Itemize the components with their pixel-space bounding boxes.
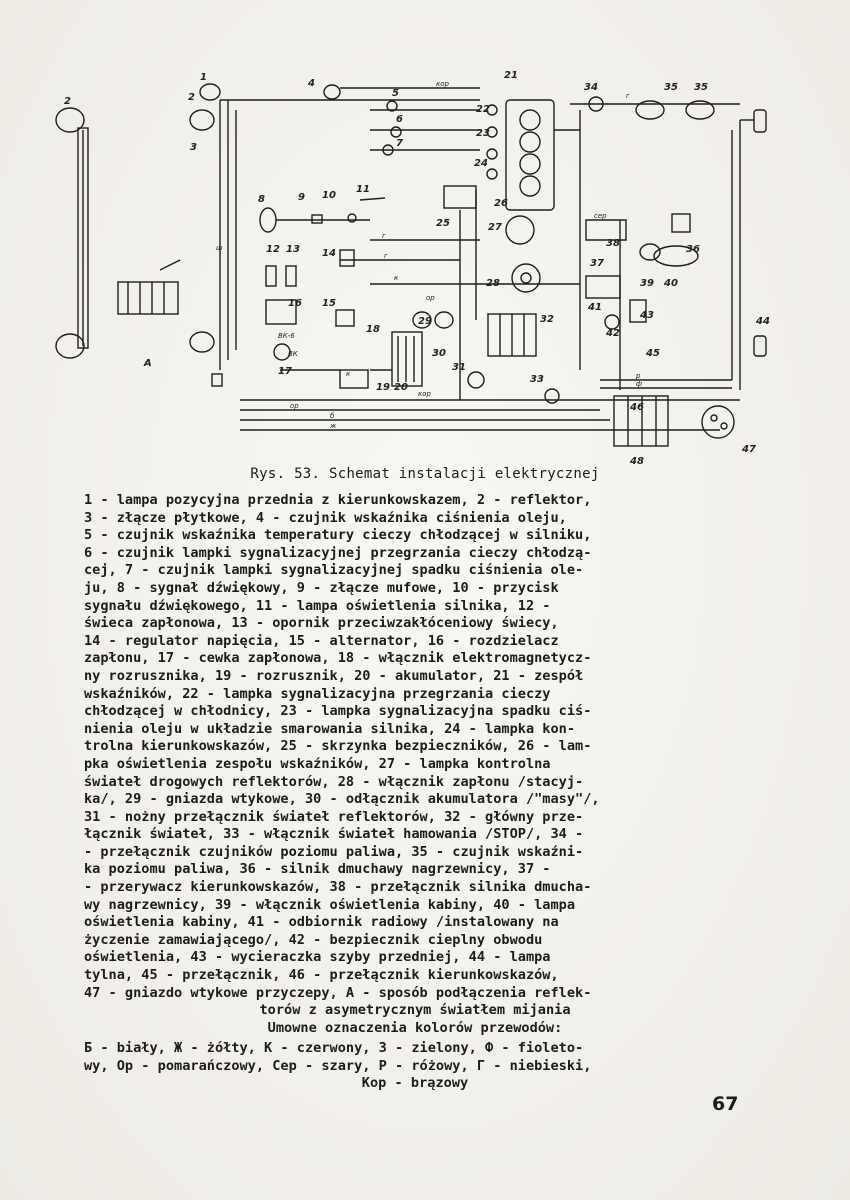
diagram-label-30: 30 — [432, 348, 446, 359]
diagram-label-4: 4 — [308, 78, 315, 89]
wire-mark-zh: ж — [330, 422, 337, 430]
diagram-label-11: 11 — [356, 184, 370, 195]
diagram-label-31: 31 — [452, 362, 466, 373]
diagram-label-22: 22 — [476, 104, 490, 115]
diagram-label-1: 1 — [200, 72, 207, 83]
wire-mark-shr: ш — [216, 244, 223, 252]
diagram-label-36: 36 — [686, 244, 700, 255]
legend-line: - przełącznik czujników poziomu paliwa, 35 - czujnik wskaźni- — [84, 843, 584, 860]
legend-line: życzenie zamawiającego/, 42 - bezpiecznik cieplny obwodu — [84, 931, 543, 948]
legend-line: świeca zapłonowa, 13 - opornik przeciwzakłóceniowy świecy, — [84, 615, 559, 632]
wire-mark-b: б — [330, 412, 335, 420]
diagram-label-25: 25 — [436, 218, 450, 229]
wire-color-legend — [84, 1040, 746, 1093]
legend-line: torów z asymetrycznym światłem mijania — [259, 1002, 571, 1019]
wire-mark-op: ор — [426, 294, 435, 302]
wire-mark-g-2: г — [384, 252, 388, 260]
wiring-diagram — [40, 70, 780, 470]
diagram-label-9: 9 — [298, 192, 305, 203]
legend-line: oświetlenia kabiny, 41 - odbiornik radiowy /instalowany na — [84, 914, 559, 931]
diagram-label-44: 44 — [756, 316, 770, 327]
wire-mark-k-2: к — [346, 370, 351, 378]
legend-line: 3 - złącze płytkowe, 4 - czujnik wskaźnika ciśnienia oleju, — [84, 509, 567, 526]
legend-line: 14 - regulator napięcia, 15 - alternator, 16 - rozdzielacz — [84, 632, 559, 649]
wire-mark-f: ф — [636, 380, 642, 388]
legend-line: ju, 8 - sygnał dźwiękowy, 9 - złącze mufowe, 10 - przycisk — [84, 579, 559, 596]
wire-mark-kop-2: кор — [418, 390, 431, 398]
legend-line: nienia oleju w układzie smarowania silnika, 24 - lampka kon- — [84, 720, 576, 737]
diagram-mark-bk6: ВК-6 — [278, 332, 295, 340]
legend-line: trolna kierunkowskazów, 25 - skrzynka bezpieczników, 26 - lam- — [84, 738, 592, 755]
legend-line: oświetlenia, 43 - wycieraczka szyby przedniej, 44 - lampa — [84, 949, 551, 966]
legend-line: 31 - nożny przełącznik świateł reflektorów, 32 - główny prze- — [84, 808, 584, 825]
diagram-label-40: 40 — [664, 278, 678, 289]
diagram-label-32: 32 — [540, 314, 554, 325]
diagram-label-41: 41 — [588, 302, 602, 313]
diagram-label-15: 15 — [322, 298, 336, 309]
diagram-label-7: 7 — [396, 138, 403, 149]
legend-line: ka poziomu paliwa, 36 - silnik dmuchawy nagrzewnicy, 37 - — [84, 861, 551, 878]
diagram-label-20: 20 — [394, 382, 408, 393]
diagram-mark-bk: ВК — [288, 350, 298, 358]
diagram-label-A: A — [144, 358, 152, 369]
diagram-label-16: 16 — [288, 298, 302, 309]
diagram-label-2b: 2 — [188, 92, 195, 103]
legend-line: wskaźników, 22 - lampka sygnalizacyjna przegrzania cieczy — [84, 685, 551, 702]
diagram-label-33: 33 — [530, 374, 544, 385]
figure-legend — [84, 492, 746, 1037]
legend-line: cej, 7 - czujnik lampki sygnalizacyjnej spadku ciśnienia ole- — [84, 562, 584, 579]
diagram-label-19: 19 — [376, 382, 390, 393]
diagram-label-26: 26 — [494, 198, 508, 209]
colors-heading: Umowne oznaczenia kolorów przewodów: — [267, 1019, 563, 1036]
diagram-label-21: 21 — [504, 70, 518, 81]
diagram-label-13: 13 — [286, 244, 300, 255]
legend-line: świateł drogowych reflektorów, 28 - włącznik zapłonu /stacyj- — [84, 773, 584, 790]
diagram-label-39: 39 — [640, 278, 654, 289]
diagram-label-38: 38 — [606, 238, 620, 249]
diagram-label-45: 45 — [646, 348, 660, 359]
diagram-label-2: 2 — [64, 96, 71, 107]
diagram-label-29: 29 — [418, 316, 432, 327]
diagram-label-27: 27 — [488, 222, 502, 233]
page-number: 67 — [712, 1093, 739, 1115]
diagram-label-43: 43 — [640, 310, 654, 321]
diagram-label-46: 46 — [630, 402, 644, 413]
wire-mark-g: г — [382, 232, 386, 240]
legend-line: łącznik świateł, 33 - włącznik świateł hamowania /STOP/, 34 - — [84, 826, 584, 843]
diagram-label-6: 6 — [396, 114, 403, 125]
diagram-label-23: 23 — [476, 128, 490, 139]
diagram-label-34: 34 — [584, 82, 598, 93]
legend-line: wy nagrzewnicy, 39 - włącznik oświetlenia kabiny, 40 - lampa — [84, 896, 576, 913]
legend-line: 5 - czujnik wskaźnika temperatury cieczy chłodzącej w silniku, — [84, 527, 592, 544]
legend-line: zapłonu, 17 - cewka zapłonowa, 18 - włącznik elektromagnetycz- — [84, 650, 592, 667]
colors-line: wy, Ор - pomarańczowy, Сер - szary, Р - różowy, Г - niebieski, — [84, 1057, 592, 1074]
diagram-label-35: 35 — [664, 82, 678, 93]
wire-mark-cep: сер — [594, 212, 607, 220]
legend-line: ny rozrusznika, 19 - rozrusznik, 20 - akumulator, 21 - zespół — [84, 667, 584, 684]
diagram-label-10: 10 — [322, 190, 336, 201]
legend-line: - przerywacz kierunkowskazów, 38 - przełącznik silnika dmucha- — [84, 879, 592, 896]
legend-line: chłodzącej w chłodnicy, 23 - lampka sygnalizacyjna spadku ciś- — [84, 703, 592, 720]
diagram-label-37: 37 — [590, 258, 604, 269]
diagram-label-18: 18 — [366, 324, 380, 335]
legend-line: 1 - lampa pozycyjna przednia z kierunkowskazem, 2 - reflektor, — [84, 492, 592, 508]
legend-line: pka oświetlenia zespołu wskaźników, 27 - lampka kontrolna — [84, 755, 551, 772]
wire-mark-p: р — [636, 372, 641, 380]
diagram-label-8: 8 — [258, 194, 265, 205]
wire-mark-k: к — [394, 274, 399, 282]
diagram-label-47: 47 — [742, 444, 756, 455]
legend-line: 6 - czujnik lampki sygnalizacyjnej przegrzania cieczy chłodzą- — [84, 544, 592, 561]
wire-mark-kop: кор — [436, 80, 449, 88]
diagram-label-14: 14 — [322, 248, 336, 259]
diagram-label-48: 48 — [630, 456, 644, 467]
diagram-label-17: 17 — [278, 366, 292, 377]
colors-line: Кор - brązowy — [361, 1075, 469, 1092]
diagram-label-42: 42 — [606, 328, 620, 339]
legend-line: tylna, 45 - przełącznik, 46 - przełącznik kierunkowskazów, — [84, 967, 559, 984]
legend-line: sygnału dźwiękowego, 11 - lampa oświetlenia silnika, 12 - — [84, 597, 551, 614]
figure-caption: Rys. 53. Schemat instalacji elektrycznej — [250, 466, 600, 482]
colors-line: Б - biały, Ж - żółty, К - czerwony, З - zielony, Ф - fioleto- — [84, 1040, 584, 1056]
wire-mark-op-2: ор — [290, 402, 299, 410]
diagram-label-28: 28 — [486, 278, 500, 289]
diagram-label-5: 5 — [392, 88, 399, 99]
diagram-label-12: 12 — [266, 244, 280, 255]
diagram-label-3: 3 — [190, 142, 197, 153]
legend-line: 47 - gniazdo wtykowe przyczepy, A - sposób podłączenia reflek- — [84, 984, 592, 1001]
wire-mark-g-3: г — [626, 92, 630, 100]
diagram-label-24: 24 — [474, 158, 488, 169]
diagram-label-35b: 35 — [694, 82, 708, 93]
legend-line: ka/, 29 - gniazda wtykowe, 30 - odłącznik akumulatora /"masy"/, — [84, 791, 600, 808]
